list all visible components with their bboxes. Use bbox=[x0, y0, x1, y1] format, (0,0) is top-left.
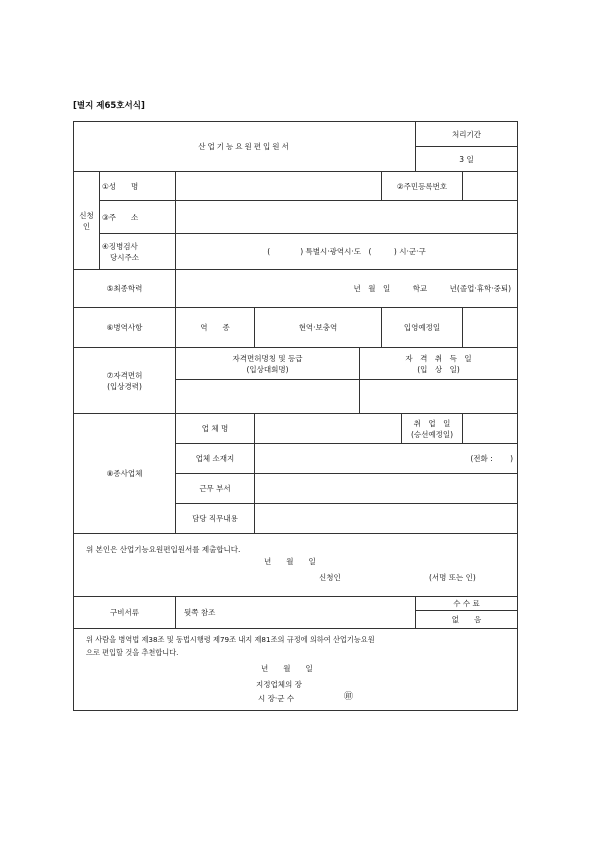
declaration-section bbox=[74, 534, 518, 597]
license-name-header: 자격면허명칭 및 등급 (입상대회명) bbox=[176, 348, 360, 380]
rrn-label: ②주민등록번호 bbox=[382, 172, 463, 201]
name-field[interactable] bbox=[176, 172, 382, 201]
recommendation-text-line2: 으로 편입할 것을 추천합니다. bbox=[86, 648, 179, 657]
hire-date-label: 취 업 일 (승선예정일) bbox=[402, 414, 463, 444]
checkup-address-field[interactable]: ( ) 특별시·광역시·도 ( ) 시·군·구 bbox=[176, 234, 518, 270]
company-head-label: 지정업체의 장 bbox=[256, 680, 302, 689]
hire-date-field[interactable] bbox=[463, 414, 518, 444]
department-label: 근무 부서 bbox=[176, 474, 255, 504]
seal-icon: ㊞ bbox=[344, 692, 354, 702]
declaration-date: 년 월 일 bbox=[264, 557, 316, 566]
fee-label: 수 수 료 bbox=[416, 597, 518, 611]
license-name-field[interactable] bbox=[176, 380, 360, 414]
address-label: ③주 소 bbox=[100, 201, 176, 234]
military-type-value[interactable]: 현역·보충역 bbox=[255, 308, 382, 348]
company-label: ⑧종사업체 bbox=[74, 414, 176, 534]
mayor-label: 시 장·군 수 bbox=[258, 694, 295, 703]
recommendation-date: 년 월 일 bbox=[261, 664, 313, 673]
declaration-applicant-label: 신청인 bbox=[319, 573, 341, 582]
processing-period-value: 3 일 bbox=[416, 147, 518, 172]
duty-label: 담당 직무내용 bbox=[176, 504, 255, 534]
license-date-field[interactable] bbox=[360, 380, 518, 414]
documents-value: 뒷쪽 참조 bbox=[176, 597, 416, 629]
recommendation-text-line1: 위 사람을 병역법 제38조 및 동법시행령 제79조 내지 제81조의 규정에 의하여 산업기능요원 bbox=[86, 635, 375, 644]
company-location-field[interactable]: (전화 : ) bbox=[255, 444, 518, 474]
form-number-header: [별지 제65호서식] bbox=[73, 101, 145, 111]
license-date-header: 자 격 취 득 일 (입 상 일) bbox=[360, 348, 518, 380]
military-label: ⑥병역사항 bbox=[74, 308, 176, 348]
applicant-group-label: 신청 인 bbox=[74, 172, 100, 270]
company-name-field[interactable] bbox=[255, 414, 402, 444]
fee-value: 없 음 bbox=[416, 611, 518, 629]
education-label: ⑤최종학력 bbox=[74, 270, 176, 308]
name-label: ①성 명 bbox=[100, 172, 176, 201]
signature-label: (서명 또는 인) bbox=[429, 573, 476, 582]
rrn-field[interactable] bbox=[463, 172, 518, 201]
documents-label: 구비서류 bbox=[74, 597, 176, 629]
license-label: ⑦자격면허 (입상경력) bbox=[74, 348, 176, 414]
recommendation-section bbox=[74, 629, 518, 711]
duty-field[interactable] bbox=[255, 504, 518, 534]
education-field[interactable]: 년 월 일 학교 년(졸업·휴학·중퇴) bbox=[176, 270, 518, 308]
address-field[interactable] bbox=[176, 201, 518, 234]
declaration-text: 위 본인은 산업기능요원편입원서를 제출합니다. bbox=[86, 545, 241, 554]
company-location-label: 업체 소재지 bbox=[176, 444, 255, 474]
form-title: 산업기능요원편입원서 bbox=[74, 122, 416, 172]
application-form-table bbox=[73, 121, 518, 711]
processing-period-label: 처리기간 bbox=[416, 122, 518, 147]
military-type-label: 역 종 bbox=[176, 308, 255, 348]
enlist-date-field[interactable] bbox=[463, 308, 518, 348]
department-field[interactable] bbox=[255, 474, 518, 504]
company-name-label: 업 체 명 bbox=[176, 414, 255, 444]
checkup-address-label: ④징병검사 당시주소 bbox=[100, 234, 176, 270]
enlist-date-label: 입영예정일 bbox=[382, 308, 463, 348]
